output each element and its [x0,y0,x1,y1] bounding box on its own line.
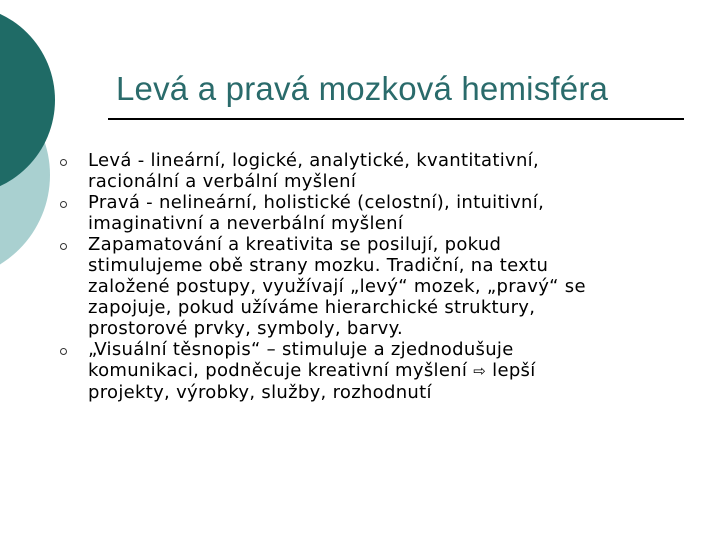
bullet-item-left [60,150,680,192]
bullet-text-part: lepší projekty, výrobky, služby, rozhodnutí [88,360,536,403]
bullet-ring-icon [60,339,88,359]
bullet-ring-icon [60,234,88,254]
bullet-text: Levá - lineární, logické, analytické, kvantitativní, racionální a verbální myšlení [88,150,539,192]
hollow-right-arrow-icon: ⇨ [473,362,487,380]
bullet-ring-icon [60,150,88,170]
bullet-text: Pravá - nelineární, holistické (celostní), intuitivní, imaginativní a neverbální myšlení [88,192,545,234]
title-underline [108,118,684,120]
bullet-item-visual [60,339,680,403]
bullet-text-part: „Visuální těsnopis“ – stimuluje a zjednodušuje komunikaci, podněcuje kreativní myšlení [88,339,514,381]
bullet-text: Zapamatování a kreativita se posilují, pokud stimulujeme obě strany mozku. Tradiční, na textu založené postupy, využívají „levý“ mozek, „pravý“ se zapojuje, pokud užíváme hierarchické struktury, prostorové prvky, symboly, barvy. [88,234,586,339]
bullet-ring-icon [60,192,88,212]
bullet-list [60,150,680,403]
bullet-text [88,339,680,403]
bullet-item-right [60,192,680,234]
bullet-item-memory [60,234,680,339]
slide-title: Levá a pravá mozková hemisféra [116,70,609,107]
